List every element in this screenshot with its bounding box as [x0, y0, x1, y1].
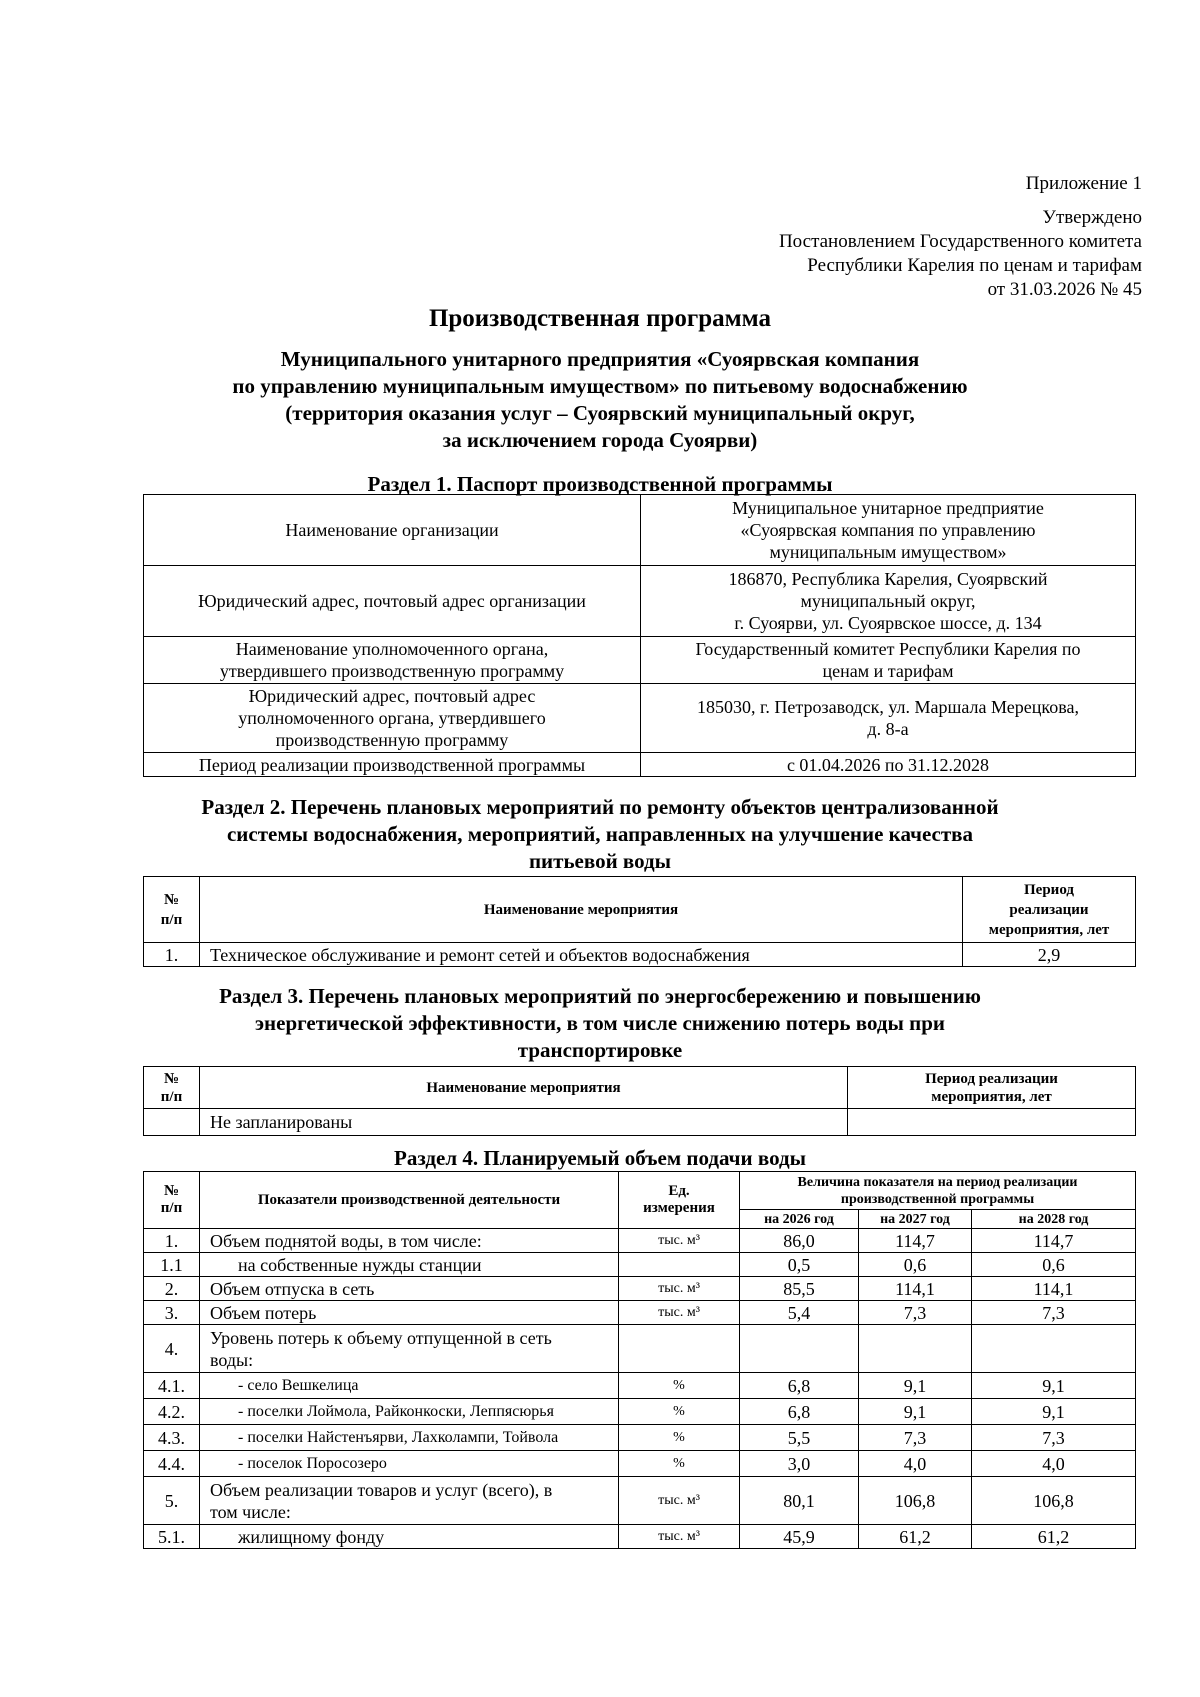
row-num: 1. — [144, 943, 200, 967]
row-value: 45,9 — [740, 1525, 859, 1549]
row-num: 4.1. — [144, 1373, 200, 1399]
water-supply-table-body — [144, 1229, 1136, 1549]
table-row — [144, 753, 1136, 777]
row-value: 9,1 — [859, 1373, 972, 1399]
passport-label: Наименование организации — [144, 495, 641, 566]
row-value: 7,3 — [859, 1301, 972, 1325]
subtitle-line: (территория оказания услуг – Суоярвский муниципальный округ, — [285, 401, 915, 425]
indicator-line: жилищному фонду — [238, 1526, 385, 1547]
row-value: 6,8 — [740, 1373, 859, 1399]
row-value: 106,8 — [972, 1477, 1136, 1525]
row-num: 3. — [144, 1301, 200, 1325]
row-num — [144, 1109, 200, 1136]
section-2-heading: Раздел 2. Перечень плановых мероприятий по ремонту объектов централизованной системы водоснабжения, мероприятий, направленных на улучшение качества питьевой воды — [201, 795, 999, 873]
row-value: 7,3 — [859, 1425, 972, 1451]
row-num: 4. — [144, 1325, 200, 1373]
indicator-line: Объем поднятой воды, в том числе: — [210, 1230, 482, 1251]
row-value: 4,0 — [972, 1451, 1136, 1477]
row-unit: тыс. м³ — [619, 1477, 740, 1525]
row-value: 80,1 — [740, 1477, 859, 1525]
indicator-line: - поселки Найстенъярви, Лахколампи, Тойвола — [238, 1428, 559, 1446]
row-indicator — [200, 1477, 619, 1525]
row-indicator — [200, 1525, 619, 1549]
table-row — [144, 1373, 1136, 1399]
row-value: 7,3 — [972, 1425, 1136, 1451]
row-value: 114,1 — [859, 1277, 972, 1301]
row-value — [859, 1325, 972, 1373]
row-indicator — [200, 1301, 619, 1325]
table-row — [144, 943, 1136, 967]
row-value: 9,1 — [972, 1373, 1136, 1399]
row-unit: % — [619, 1425, 740, 1451]
table-row — [144, 1425, 1136, 1451]
table-row — [144, 1229, 1136, 1253]
passport-value: 185030, г. Петрозаводск, ул. Маршала Мерецкова, д. 8-а — [641, 684, 1136, 753]
approved-label: Утверждено — [1042, 207, 1142, 228]
indicator-line: - поселки Лоймола, Райконкоски, Леппясюрья — [238, 1402, 554, 1420]
table-header-row — [144, 1067, 1136, 1109]
row-name: Техническое обслуживание и ремонт сетей и объектов водоснабжения — [200, 943, 963, 967]
indicator-line: том числе: — [210, 1501, 291, 1522]
table-row — [144, 1451, 1136, 1477]
col-header-value: Величина показателя на период реализации производственной программы — [740, 1172, 1136, 1210]
row-num: 4.2. — [144, 1399, 200, 1425]
row-indicator — [200, 1399, 619, 1425]
passport-value: с 01.04.2026 по 31.12.2028 — [641, 753, 1136, 777]
section-4-heading: Раздел 4. Планируемый объем подачи воды — [394, 1146, 806, 1170]
col-header-num: № п/п — [144, 1067, 200, 1109]
indicator-line: Уровень потерь к объему отпущенной в сеть — [210, 1327, 552, 1348]
row-indicator — [200, 1425, 619, 1451]
repair-measures-table — [143, 876, 1136, 967]
table-row — [144, 1253, 1136, 1277]
indicator-line: Объем реализации товаров и услуг (всего), в — [210, 1479, 553, 1500]
row-indicator — [200, 1451, 619, 1477]
table-row — [144, 495, 1136, 566]
indicator-line: на собственные нужды станции — [238, 1254, 482, 1275]
approval-line-2: Республики Карелия по ценам и тарифам — [807, 255, 1142, 276]
row-value: 114,7 — [859, 1229, 972, 1253]
table-row — [144, 1277, 1136, 1301]
row-indicator — [200, 1229, 619, 1253]
energy-measures-table — [143, 1066, 1136, 1136]
row-indicator — [200, 1253, 619, 1277]
row-indicator — [200, 1373, 619, 1399]
passport-label: Период реализации производственной программы — [144, 753, 641, 777]
passport-value: 186870, Республика Карелия, Суоярвский муниципальный округ, г. Суоярви, ул. Суоярвское шоссе, д. 134 — [641, 566, 1136, 637]
row-value: 5,5 — [740, 1425, 859, 1451]
table-row — [144, 637, 1136, 684]
row-indicator — [200, 1277, 619, 1301]
col-header-period: Период реализации мероприятия, лет — [848, 1067, 1136, 1109]
document-subtitle — [0, 346, 1200, 454]
table-row — [144, 1109, 1136, 1136]
row-num: 2. — [144, 1277, 200, 1301]
approval-line-1: Постановлением Государственного комитета — [778, 231, 1142, 252]
row-value: 4,0 — [859, 1451, 972, 1477]
row-name: Не запланированы — [200, 1109, 848, 1136]
table-row — [144, 1399, 1136, 1425]
col-header-num: № п/п — [144, 877, 200, 943]
row-value: 9,1 — [859, 1399, 972, 1425]
row-period: 2,9 — [963, 943, 1136, 967]
row-unit: % — [619, 1373, 740, 1399]
row-unit: тыс. м³ — [619, 1277, 740, 1301]
year-header: на 2028 год — [972, 1210, 1136, 1229]
indicator-line: Объем отпуска в сеть — [210, 1278, 375, 1299]
table-row — [144, 1525, 1136, 1549]
col-header-num: № п/п — [144, 1172, 200, 1229]
approval-block — [779, 172, 1142, 302]
passport-label: Юридический адрес, почтовый адрес организации — [144, 566, 641, 637]
row-value: 5,4 — [740, 1301, 859, 1325]
table-header-row — [144, 1172, 1136, 1210]
section-1-heading: Раздел 1. Паспорт производственной программы — [367, 472, 833, 496]
table-row — [144, 1477, 1136, 1525]
document-title: Производственная программа — [428, 305, 772, 332]
section-3-heading: Раздел 3. Перечень плановых мероприятий по энергосбережению и повышению энергетической эффективности, в том числе снижению потерь воды при транспортировке — [219, 984, 981, 1062]
row-value: 114,7 — [972, 1229, 1136, 1253]
indicator-line: Объем потерь — [210, 1302, 317, 1323]
passport-label: Юридический адрес, почтовый адрес уполномоченного органа, утвердившего производственную программу — [144, 684, 641, 753]
row-value: 86,0 — [740, 1229, 859, 1253]
passport-value: Государственный комитет Республики Карелия по ценам и тарифам — [641, 637, 1136, 684]
row-num: 5. — [144, 1477, 200, 1525]
indicator-line: - село Вешкелица — [238, 1376, 359, 1394]
row-value: 0,6 — [859, 1253, 972, 1277]
subtitle-line: Муниципального унитарного предприятия «Суоярвская компания — [280, 347, 920, 371]
row-value: 0,5 — [740, 1253, 859, 1277]
row-num: 1.1 — [144, 1253, 200, 1277]
row-value: 0,6 — [972, 1253, 1136, 1277]
col-header-name: Наименование мероприятия — [200, 1067, 848, 1109]
row-value — [740, 1325, 859, 1373]
row-value: 9,1 — [972, 1399, 1136, 1425]
row-unit — [619, 1253, 740, 1277]
col-header-period: Период реализации мероприятия, лет — [963, 877, 1136, 943]
row-value: 61,2 — [859, 1525, 972, 1549]
col-header-name: Наименование мероприятия — [200, 877, 963, 943]
col-header-indicator: Показатели производственной деятельности — [200, 1172, 619, 1229]
appendix-label: Приложение 1 — [1025, 173, 1142, 194]
table-row — [144, 566, 1136, 637]
table-row — [144, 684, 1136, 753]
row-indicator — [200, 1325, 619, 1373]
row-unit: тыс. м³ — [619, 1229, 740, 1253]
row-value: 6,8 — [740, 1399, 859, 1425]
passport-value: Муниципальное унитарное предприятие «Суоярвская компания по управлению муниципальным имуществом» — [641, 495, 1136, 566]
row-value: 106,8 — [859, 1477, 972, 1525]
year-header: на 2026 год — [740, 1210, 859, 1229]
row-num: 1. — [144, 1229, 200, 1253]
row-value: 7,3 — [972, 1301, 1136, 1325]
indicator-line: - поселок Поросозеро — [238, 1454, 387, 1472]
subtitle-line: за исключением города Суоярви) — [442, 428, 758, 452]
water-supply-table — [143, 1171, 1136, 1549]
passport-table — [143, 494, 1136, 777]
table-header-row — [144, 877, 1136, 943]
subtitle-line: по управлению муниципальным имуществом» по питьевому водоснабжению — [232, 374, 968, 398]
row-value — [972, 1325, 1136, 1373]
row-value: 114,1 — [972, 1277, 1136, 1301]
row-unit: % — [619, 1399, 740, 1425]
row-unit: тыс. м³ — [619, 1301, 740, 1325]
indicator-line: воды: — [210, 1349, 254, 1370]
row-unit: тыс. м³ — [619, 1525, 740, 1549]
row-num: 4.4. — [144, 1451, 200, 1477]
row-num: 4.3. — [144, 1425, 200, 1451]
row-period — [848, 1109, 1136, 1136]
row-value: 3,0 — [740, 1451, 859, 1477]
row-unit — [619, 1325, 740, 1373]
row-num: 5.1. — [144, 1525, 200, 1549]
table-row — [144, 1325, 1136, 1373]
table-row — [144, 1301, 1136, 1325]
row-value: 85,5 — [740, 1277, 859, 1301]
year-header: на 2027 год — [859, 1210, 972, 1229]
approval-date: от 31.03.2026 № 45 — [987, 279, 1142, 300]
col-header-unit: Ед. измерения — [619, 1172, 740, 1229]
row-unit: % — [619, 1451, 740, 1477]
passport-label: Наименование уполномоченного органа, утвердившего производственную программу — [144, 637, 641, 684]
row-value: 61,2 — [972, 1525, 1136, 1549]
